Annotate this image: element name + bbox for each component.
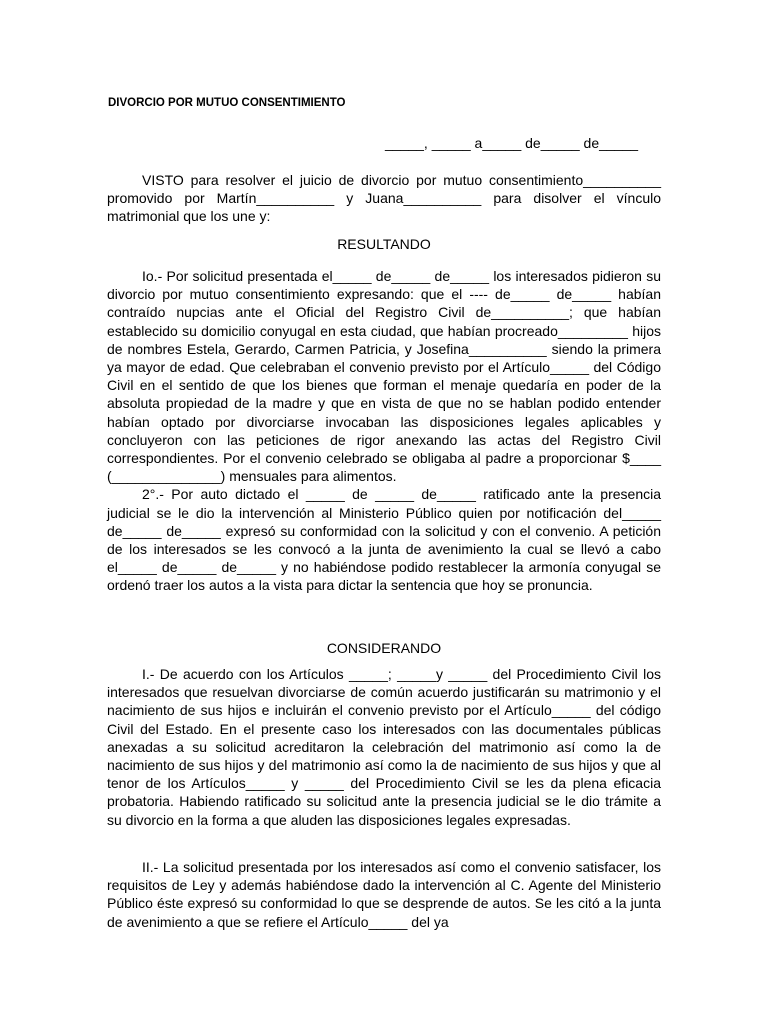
resultando-paragraph-2: 2°.- Por auto dictado el _____ de _____ de_____ ratificado ante la presencia judicial se le dio la intervención al Ministerio Público quien por notificación del_____ de_____ de_____ expresó su conformidad con la solicitud y con el convenio. A petición de los interesados se les convocó a la junta de avenimiento la cual se llevó a cabo el_____ de_____ de_____ y no habiéndose podido restablecer la armonía conyugal se ordenó traer los autos a la vista para dictar la sentencia que hoy se pronuncia. [107, 486, 661, 594]
visto-paragraph: VISTO para resolver el juicio de divorcio por mutuo consentimiento__________ promovido por Martín__________ y Juana__________ para disolver el vínculo matrimonial que los une y: [107, 172, 661, 225]
resultando-heading: RESULTANDO [337, 236, 431, 252]
considerando-heading: CONSIDERANDO [326, 640, 442, 656]
considerando-section-1 [107, 665, 661, 829]
resultando-section [107, 267, 661, 595]
document-title: DIVORCIO POR MUTUO CONSENTIMIENTO [108, 97, 346, 109]
date-line: _____, _____ a_____ de_____ de_____ [385, 135, 639, 151]
considerando-section-2 [107, 858, 661, 931]
considerando-paragraph-1: I.- De acuerdo con los Artículos _____; _____y _____ del Procedimiento Civil los interesados que resuelvan divorciarse de común acuerdo justificarán su matrimonio y el nacimiento de sus hijos e incluirán el convenio previsto por el Artículo_____ del código Civil del Estado. En el presente caso los interesados con las documentales públicas anexadas a su solicitud acreditaron la celebración del matrimonio así como la de nacimiento de sus hijos y del matrimonio así como la de nacimiento de sus hijos y que al tenor de los Artículos_____ y _____ del Procedimiento Civil se les da plena eficacia probatoria. Habiendo ratificado su solicitud ante la presencia judicial se le dio trámite a su divorcio en la forma a que aluden las disposiciones legales expresadas. [107, 666, 661, 828]
resultando-paragraph-1: Io.- Por solicitud presentada el_____ de_____ de_____ los interesados pidieron su divorcio por mutuo consentimiento expresando: que el ---- de_____ de_____ habían contraído nupcias ante el Oficial del Registro Civil de__________; que habían establecido su domicilio conyugal en esta ciudad, que habían procreado_________ hijos de nombres Estela, Gerardo, Carmen Patricia, y Josefina__________ siendo la primera ya mayor de edad. Que celebraban el convenio previsto por el Artículo_____ del Código Civil en el sentido de que los bienes que forman el menaje quedaría en poder de la absoluta propiedad de la madre y que en vista de que no se hablan podido entender habían optado por divorciarse invocaban las disposiciones legales aplicables y concluyeron con las peticiones de rigor anexando las actas del Registro Civil correspondientes. Por el convenio celebrado se obligaba al padre a proporcionar $____ (______________) mensuales para alimentos. [107, 268, 661, 485]
visto-section [107, 171, 661, 226]
considerando-paragraph-2: II.- La solicitud presentada por los interesados así como el convenio satisfacer, los requisitos de Ley y además habiéndose dado la intervención al C. Agente del Ministerio Público éste expresó su conformidad lo que se desprende de autos. Se les citó a la junta de avenimiento a que se refiere el Artículo_____ del ya [107, 859, 661, 930]
